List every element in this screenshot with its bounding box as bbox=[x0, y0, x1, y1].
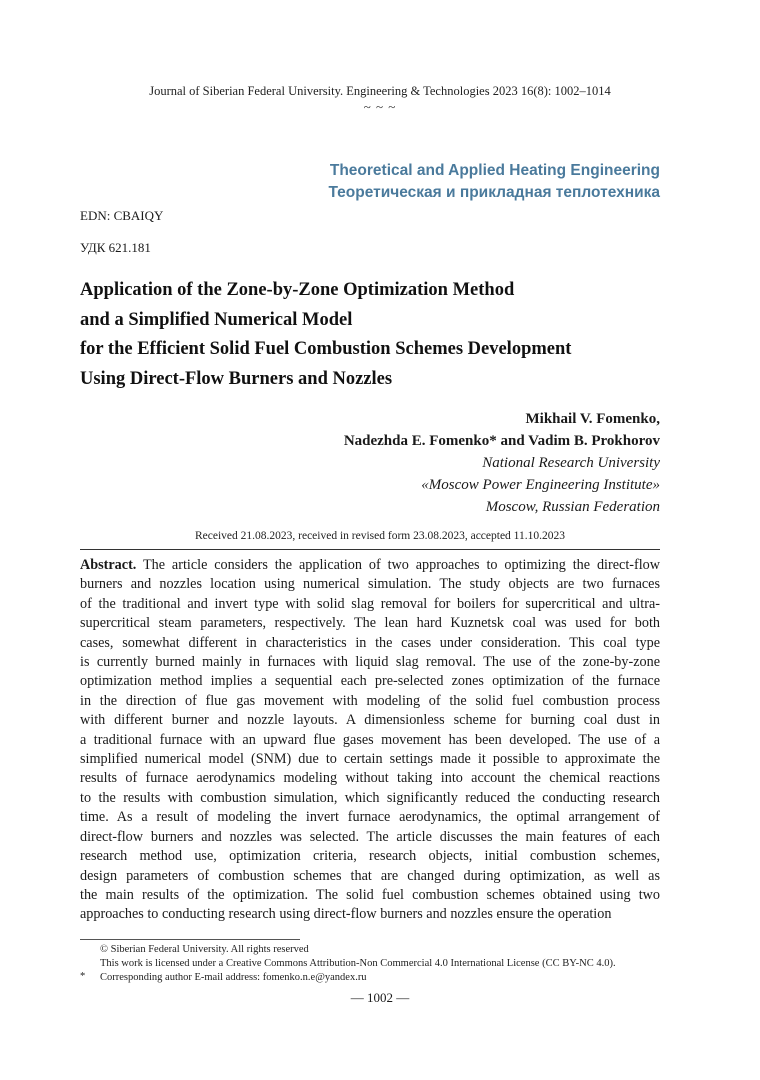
abstract-line: to the results with combustion simulation, which significantly reduced the conducting research bbox=[80, 789, 660, 806]
received-dates: Received 21.08.2023, received in revised form 23.08.2023, accepted 11.10.2023 bbox=[194, 530, 566, 542]
abstract-line: simplified numerical model (SNM) due to certain settings made it possible to approximate the bbox=[80, 751, 660, 768]
abstract-line: in the direction of flue gas movement with modeling of the solid fuel combustion process bbox=[80, 692, 660, 709]
ornament: ~ ~ ~ bbox=[363, 99, 397, 114]
footnote-marker: * bbox=[80, 971, 86, 982]
abstract-line: cases, somewhat different in characteristics in the cases under consideration. This coal type bbox=[80, 634, 660, 651]
title-line: Using Direct-Flow Burners and Nozzles bbox=[80, 368, 393, 389]
copyright-note: © Siberian Federal University. All rights reserved bbox=[100, 944, 309, 955]
footnote-divider bbox=[80, 939, 300, 940]
abstract-line: direct-flow burners and nozzles was selected. The article discusses the main features of each bbox=[80, 828, 660, 845]
journal-citation: Journal of Siberian Federal University. Engineering & Technologies 2023 16(8): 1002–1014 bbox=[149, 84, 611, 98]
title-line: for the Efficient Solid Fuel Combustion Schemes Development bbox=[80, 339, 572, 359]
abstract-line: is currently burned mainly in furnaces with liquid slag removal. The use of the zone-by-zone bbox=[80, 654, 660, 671]
title-line: and a Simplified Numerical Model bbox=[80, 309, 353, 330]
article-title bbox=[80, 276, 680, 394]
abstract-line: design parameters of combustion schemes that are changed during optimization, as well as bbox=[80, 867, 660, 884]
author-line: Mikhail V. Fomenko, bbox=[525, 411, 660, 427]
section-heading bbox=[328, 160, 660, 204]
abstract-line: burners and nozzles location using numerical simulation. The study objects are two furnaces bbox=[80, 576, 660, 593]
affiliation-line: National Research University bbox=[482, 455, 660, 471]
abstract-line: the main results of the optimization. The solid fuel combustion schemes obtained using two bbox=[80, 886, 660, 903]
abstract-line: Abstract. The article considers the application of two approaches to optimizing the direct-flow bbox=[80, 557, 660, 573]
abstract-line: research method use, optimization criteria, research objects, initial combustion schemes, bbox=[80, 848, 660, 865]
abstract bbox=[80, 556, 660, 925]
abstract-line: approaches to conducting research using direct-flow burners and nozzles ensure the operation bbox=[80, 906, 612, 923]
license-note: This work is licensed under a Creative Commons Attribution-Non Commercial 4.0 International License (CC BY-NC 4.0). bbox=[100, 958, 616, 969]
abstract-label: Abstract. bbox=[80, 557, 137, 573]
author-line: Nadezhda E. Fomenko* and Vadim B. Prokhorov bbox=[343, 433, 660, 449]
corresponding-author-note: Corresponding author E-mail address: fomenko.n.e@yandex.ru bbox=[100, 972, 367, 983]
divider bbox=[80, 549, 660, 550]
affiliation-line: Moscow, Russian Federation bbox=[485, 499, 660, 515]
udk-code: УДК 621.181 bbox=[80, 240, 151, 255]
abstract-line: with different burner and nozzle layouts. A dimensionless scheme for burning coal dust in bbox=[80, 712, 660, 729]
edn-code: EDN: CBAIQY bbox=[80, 208, 164, 223]
abstract-line: a traditional furnace with an upward flue gases movement has been developed. The use of a bbox=[80, 731, 660, 748]
abstract-line: of the traditional and invert type with solid slag removal for boilers for supercritical and ultra- bbox=[80, 595, 660, 612]
title-line: Application of the Zone-by-Zone Optimization Method bbox=[80, 280, 515, 300]
affiliation-line: «Moscow Power Engineering Institute» bbox=[421, 477, 660, 493]
abstract-line: results of furnace aerodynamics modeling without taking into account the chemical reactions bbox=[80, 770, 660, 787]
abstract-line: supercritical steam parameters, respectively. The lean hard Kuznetsk coal was used for both bbox=[80, 615, 660, 632]
section-title-en: Theoretical and Applied Heating Engineering bbox=[329, 162, 660, 179]
abstract-line: time. As a result of modeling the invert furnace aerodynamics, the optimal arrangement of bbox=[80, 809, 660, 826]
abstract-line: optimization method implies a sequential each pre-selected zones optimization of the furnace bbox=[80, 673, 660, 690]
authors-block bbox=[344, 408, 660, 518]
section-title-ru: Теоретическая и прикладная теплотехника bbox=[328, 184, 660, 201]
page-number: — 1002 — bbox=[350, 990, 410, 1005]
